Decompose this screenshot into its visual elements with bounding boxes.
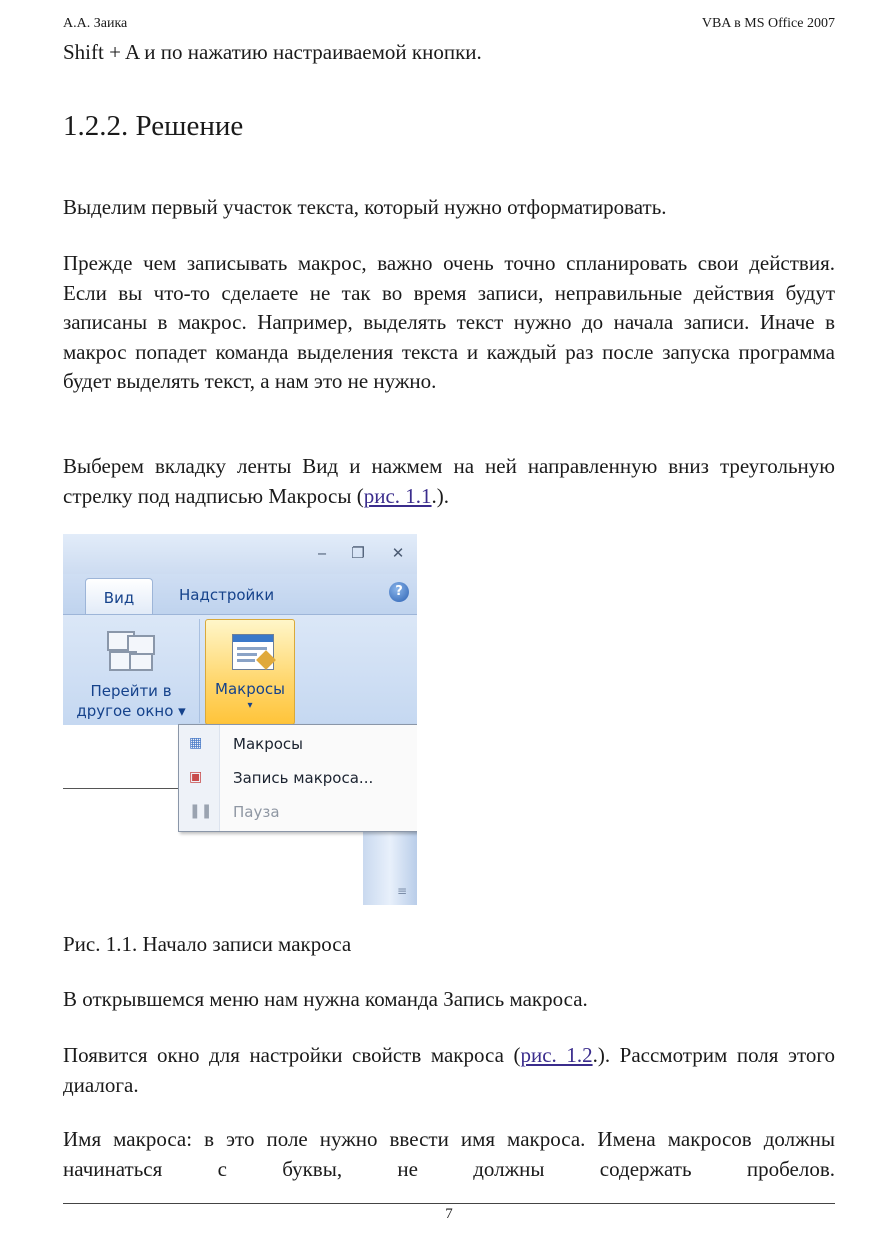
menu-item-macros[interactable]: Макросы xyxy=(233,735,303,753)
restore-icon[interactable]: ❐ xyxy=(351,544,365,562)
macros-dropdown-menu xyxy=(178,724,417,832)
ribbon-panel xyxy=(63,614,417,725)
paragraph-5-text: Появится окно для настройки свойств макроса ( xyxy=(63,1043,521,1067)
document-page xyxy=(63,0,835,1241)
paragraph-3-text: Выберем вкладку ленты Вид и нажмем на ней направленную вниз треугольную стрелку под надписью Макросы ( xyxy=(63,454,835,508)
switch-window-label-2: другое окно ▾ xyxy=(76,702,186,720)
macros-button[interactable] xyxy=(205,619,295,725)
scroll-grip-icon: ≡ xyxy=(397,884,408,898)
menu-item-record-macro[interactable]: Запись макроса... xyxy=(233,769,374,787)
figure-link-1-1[interactable]: рис. 1.1 xyxy=(363,483,432,508)
tab-view[interactable]: Вид xyxy=(85,578,153,617)
help-icon[interactable]: ? xyxy=(389,582,409,602)
switch-window-button[interactable] xyxy=(63,619,200,723)
menu-item-pause: Пауза xyxy=(233,803,280,821)
figure-link-1-2[interactable]: рис. 1.2 xyxy=(520,1043,593,1067)
page-header xyxy=(63,16,835,32)
tab-addins[interactable]: Надстройки xyxy=(179,586,275,604)
ribbon-tab-row xyxy=(63,574,417,614)
close-icon[interactable]: ✕ xyxy=(391,544,405,562)
windows-icon xyxy=(107,631,153,671)
page-number: 7 xyxy=(445,1206,453,1222)
section-heading: 1.2.2. Решение xyxy=(63,110,244,142)
paragraph-continuation: Shift + A и по нажатию настраиваемой кнопки. xyxy=(63,40,482,64)
pause-icon: ❚❚ xyxy=(189,803,213,819)
paragraph-5 xyxy=(63,1041,835,1100)
paragraph-5-tail: .). Рассмотрим поля этого диалога. xyxy=(63,1043,835,1097)
figure-ribbon-screenshot xyxy=(63,534,417,905)
paragraph-6: Имя макроса: в это поле нужно ввести имя макроса. Имена макросов должны начинаться с буквы, не должны содержать пробелов. xyxy=(63,1127,835,1181)
figure-caption: Рис. 1.1. Начало записи макроса xyxy=(63,932,352,956)
paragraph-3 xyxy=(63,452,835,511)
macros-button-label: Макросы xyxy=(215,680,285,698)
minimize-icon[interactable]: ‒ xyxy=(317,544,327,562)
header-author: А.А. Заика xyxy=(63,16,128,31)
chevron-down-icon[interactable]: ▾ xyxy=(247,700,253,711)
macros-icon xyxy=(232,634,274,670)
footer-divider xyxy=(63,1203,835,1204)
view-macros-icon: ▦ xyxy=(189,735,203,751)
header-book-title: VBA в MS Office 2007 xyxy=(701,16,835,31)
paragraph-1: Выделим первый участок текста, который нужно отформатировать. xyxy=(63,195,667,219)
window-titlebar xyxy=(63,534,417,574)
paragraph-4: В открывшемся меню нам нужна команда Запись макроса. xyxy=(63,987,588,1011)
switch-window-label-1: Перейти в xyxy=(90,682,172,700)
paragraph-2: Прежде чем записывать макрос, важно очень точно спланировать свои действия. Если вы что-то сделаете не так во время записи, неправильные действия будут записаны в макрос. Например, выделять текст нужно до начала записи. Иначе в макрос попадет команда выделения текста и каждый раз после запуска программа будет выделять текст, а нам это не нужно. xyxy=(63,251,835,393)
paragraph-3-tail: .). xyxy=(431,483,450,508)
record-macro-icon: ▣ xyxy=(189,769,203,785)
